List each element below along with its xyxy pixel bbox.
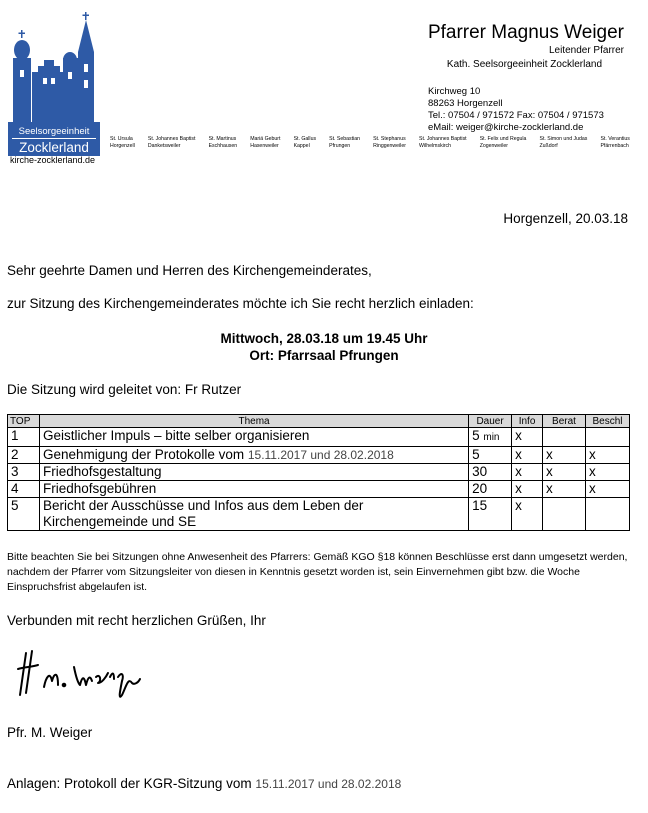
parish-church: St. Gallus — [293, 136, 317, 142]
attachments-dates: 15.11.2017 und 28.02.2018 — [255, 777, 402, 791]
cell-thema-value: Bericht der Ausschüsse und Infos aus dem Leben der Kirchengemeinde und SE — [42, 498, 364, 529]
cell-berat — [543, 481, 586, 498]
cell-thema-dates: 15.11.2017 und 28.02.2018 — [247, 448, 394, 462]
cell-dauer — [469, 447, 512, 464]
cell-info-value: x — [515, 498, 522, 513]
cell-beschl — [585, 447, 629, 464]
cell-thema — [39, 447, 468, 464]
parish-church: St. Verantius — [600, 136, 630, 142]
address-phone: Tel.: 07504 / 971572 Fax: 07504 / 971573 — [428, 110, 604, 121]
agenda-header-row — [8, 415, 630, 428]
logo-text-bottom: Zocklerland — [19, 140, 89, 155]
parish-item — [294, 136, 317, 149]
parish-item — [600, 136, 629, 149]
logo-url: kirche-zocklerland.de — [10, 155, 96, 165]
cell-berat-value: x — [546, 447, 553, 462]
cell-berat — [543, 498, 586, 531]
cell-info — [512, 498, 543, 531]
cell-thema-value: Friedhofsgestaltung — [42, 464, 162, 479]
cell-berat-value: x — [546, 481, 553, 496]
cell-thema — [39, 464, 468, 481]
cell-berat — [543, 464, 586, 481]
parish-item — [373, 136, 406, 149]
agenda-row — [8, 428, 630, 447]
intro-text: zur Sitzung des Kirchengemeinderates möchte ich Sie recht herzlich einladen: — [7, 296, 474, 311]
cell-beschl — [585, 481, 629, 498]
cell-thema — [39, 428, 468, 447]
chair-text: Die Sitzung wird geleitet von: Fr Rutzer — [7, 382, 242, 397]
cell-top-value: 2 — [11, 447, 19, 462]
cell-berat — [543, 447, 586, 464]
cell-dauer — [469, 481, 512, 498]
parish-town: Pfärrenbach — [600, 142, 629, 149]
cell-beschl — [585, 464, 629, 481]
parish-item — [480, 136, 527, 149]
col-header-berat: Berat — [543, 415, 586, 428]
parish-item — [250, 136, 280, 149]
signature-image — [14, 647, 144, 705]
parish-town: Hasenweiler — [250, 142, 279, 149]
parish-town: Zogenweiler — [479, 142, 508, 149]
cell-dauer — [469, 498, 512, 531]
parish-list — [110, 136, 630, 149]
cell-top — [8, 447, 40, 464]
salutation: Sehr geehrte Damen und Herren des Kirchengemeinderates, — [7, 263, 372, 278]
cell-top-value: 5 — [11, 498, 19, 513]
parish-church: St. Johannes Baptist — [147, 136, 196, 142]
cell-info — [512, 481, 543, 498]
meeting-date: Mittwoch, 28.03.18 um 19.45 Uhr — [220, 331, 428, 346]
cell-thema — [39, 481, 468, 498]
cell-top — [8, 498, 40, 531]
agenda-row — [8, 447, 630, 464]
parish-church: St. Simon und Judas — [539, 136, 588, 142]
cell-thema — [39, 498, 468, 531]
parish-town: Ringgenweiler — [373, 142, 406, 149]
cell-dauer-unit: min — [483, 432, 500, 443]
address-city: 88263 Horgenzell — [428, 98, 503, 109]
cell-dauer-value: 15 — [472, 498, 488, 513]
logo-text-top: Seelsorgeeinheit — [18, 126, 90, 137]
cell-info — [512, 428, 543, 447]
parish-item — [209, 136, 238, 149]
cell-info-value: x — [515, 428, 522, 443]
cell-dauer — [469, 464, 512, 481]
cell-top — [8, 481, 40, 498]
parish-town: Wilhelmskirch — [419, 142, 452, 149]
cell-berat-value: x — [546, 464, 553, 479]
notice-text: Bitte beachten Sie bei Sitzungen ohne Anwesenheit des Pfarrers: Gemäß KGO §18 können Beschlüsse erst dann umgesetzt werden, nachdem der Pfarrer vom Sitzungsleiter von diesen in Kenntnis gesetzt worden ist, sein Einvernehmen gibt bzw. die Woche Einspruchsfrist abgelaufen ist. — [7, 551, 628, 593]
cell-beschl — [585, 428, 629, 447]
parish-church: St. Johannes Baptist — [419, 136, 467, 142]
parish-town: Eschhausen — [208, 142, 238, 149]
parish-church: St. Ursula — [110, 136, 133, 142]
header-name: Pfarrer Magnus Weiger — [427, 22, 624, 43]
agenda-table — [7, 414, 630, 531]
cell-top-value: 3 — [11, 464, 19, 479]
cell-dauer — [469, 428, 512, 447]
parish-town: Danketsweiler — [147, 142, 181, 149]
cell-thema-value: Friedhofsgebühren — [42, 481, 157, 496]
parish-church: St. Felix und Regula — [479, 136, 527, 142]
parish-church: Mariä Geburt — [250, 136, 281, 142]
col-header-info: Info — [512, 415, 543, 428]
header-role: Leitender Pfarrer — [548, 45, 624, 56]
parish-town: Horgenzell — [110, 142, 135, 149]
parish-town: Kappel — [293, 142, 310, 149]
attachments-line — [7, 776, 401, 791]
agenda-row — [8, 464, 630, 481]
cell-info — [512, 464, 543, 481]
agenda-row — [8, 481, 630, 498]
parish-town: Pfrungen — [329, 142, 351, 149]
col-header-thema: Thema — [39, 415, 468, 428]
cell-top — [8, 464, 40, 481]
cell-dauer-value: 5 — [472, 447, 480, 462]
closing-text: Verbunden mit recht herzlichen Grüßen, Ihr — [7, 613, 266, 628]
cell-beschl-value: x — [588, 464, 596, 479]
cell-thema-value: Genehmigung der Protokolle vom — [42, 447, 245, 462]
col-header-dauer: Dauer — [469, 415, 512, 428]
col-header-beschl: Beschl — [585, 415, 629, 428]
cell-top-value: 4 — [11, 481, 19, 496]
cell-top — [8, 428, 40, 447]
parish-church: St. Stephanus — [373, 136, 406, 142]
parish-church: St. Sebastian — [329, 136, 360, 142]
cell-beschl-value: x — [588, 447, 596, 462]
parish-town: Zußdorf — [539, 142, 558, 149]
parish-church: St. Martinus — [208, 136, 237, 142]
cell-info-value: x — [515, 464, 522, 479]
cell-beschl — [585, 498, 629, 531]
cell-beschl-value: x — [588, 481, 596, 496]
cell-thema-value: Geistlicher Impuls – bitte selber organisieren — [42, 428, 310, 443]
agenda-row — [8, 498, 630, 531]
cell-dauer-value: 30 — [472, 464, 488, 479]
cell-dauer-value: 20 — [472, 481, 488, 496]
signature-name: Pfr. M. Weiger — [7, 725, 93, 740]
parish-item — [110, 136, 135, 149]
cell-top-value: 1 — [11, 428, 19, 443]
parish-item — [329, 136, 360, 149]
parish-item — [419, 136, 467, 149]
meeting-place: Ort: Pfarrsaal Pfrungen — [249, 348, 399, 363]
address-street: Kirchweg 10 — [428, 86, 481, 97]
place-date: Horgenzell, 20.03.18 — [503, 211, 628, 226]
cell-info — [512, 447, 543, 464]
col-header-top: TOP — [8, 415, 40, 428]
cell-berat — [543, 428, 586, 447]
parish-logo — [8, 12, 100, 157]
address-email[interactable]: eMail: weiger@kirche-zocklerland.de — [428, 122, 584, 133]
cell-info-value: x — [515, 447, 522, 462]
cell-info-value: x — [515, 481, 522, 496]
header-unit: Kath. Seelsorgeeinheit Zocklerland — [446, 59, 602, 70]
parish-item — [148, 136, 196, 149]
attachments-label: Anlagen: Protokoll der KGR-Sitzung vom — [7, 776, 252, 791]
parish-item — [540, 136, 588, 149]
cell-dauer-value: 5 — [472, 428, 480, 443]
